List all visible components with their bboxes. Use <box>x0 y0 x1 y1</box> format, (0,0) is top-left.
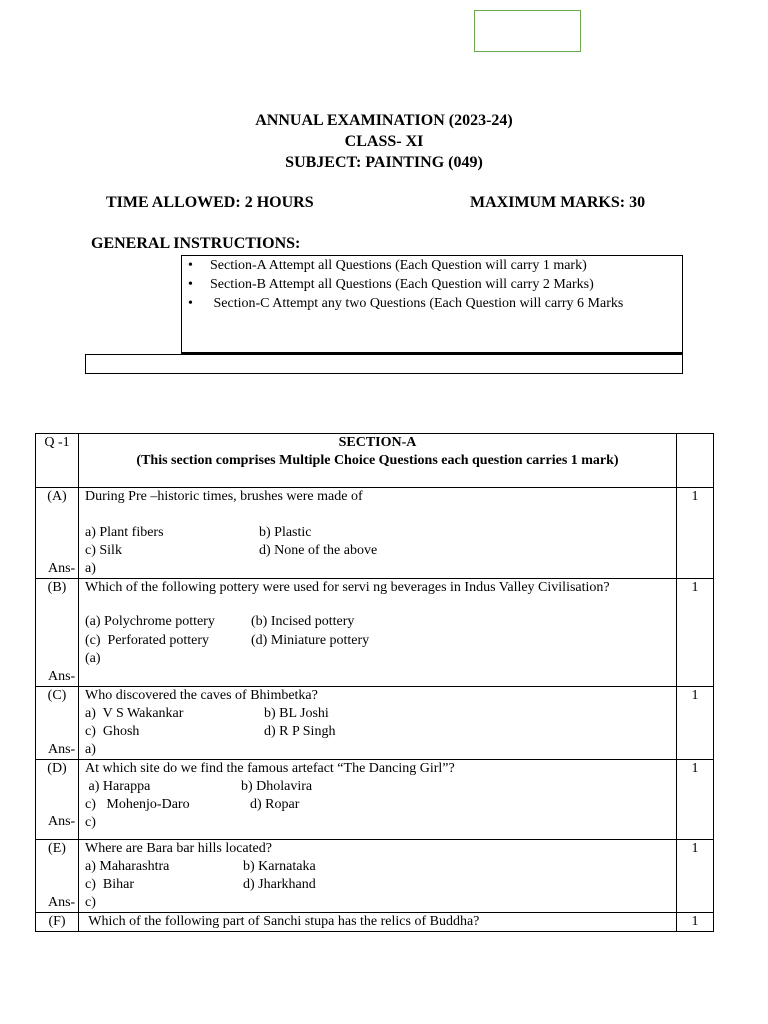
question-marks: 1 <box>677 840 714 913</box>
instructions-heading: GENERAL INSTRUCTIONS: <box>91 235 301 252</box>
marks-cell <box>677 434 714 488</box>
question-text: At which site do we find the famous artefact “The Dancing Girl”? <box>85 761 455 776</box>
answer-label: Ans- <box>48 814 76 829</box>
option: b) BL Joshi <box>264 706 329 721</box>
option: d) None of the above <box>259 543 378 558</box>
instructions-box <box>181 255 683 354</box>
section-subtitle: (This section comprises Multiple Choice Questions each question carries 1 mark) <box>136 453 619 468</box>
question-label-cell <box>36 687 79 760</box>
marks-box <box>474 10 581 52</box>
answer-value: c) <box>85 895 96 910</box>
option: a) Maharashtra <box>85 859 170 874</box>
option: a) V S Wakankar <box>85 706 184 721</box>
question-text: Where are Bara bar hills located? <box>85 841 272 856</box>
answer-label: Ans- <box>48 561 76 576</box>
question-row <box>36 687 714 760</box>
question-marks: 1 <box>677 687 714 760</box>
class-title: CLASS- XI <box>344 133 424 150</box>
option: b) Karnataka <box>243 859 316 874</box>
question-marks: 1 <box>677 579 714 687</box>
question-body <box>79 760 677 840</box>
question-marks: 1 <box>677 760 714 840</box>
exam-title: ANNUAL EXAMINATION (2023-24) <box>255 112 513 129</box>
question-label-cell <box>36 760 79 840</box>
option: a) Harappa <box>85 779 151 794</box>
question-row <box>36 579 714 687</box>
question-label: (B) <box>47 580 67 595</box>
option: c) Mohenjo-Daro <box>85 797 190 812</box>
option: (c) Perforated pottery <box>85 633 209 648</box>
question-text: Who discovered the caves of Bhimbetka? <box>85 688 318 703</box>
question-row <box>36 488 714 579</box>
question-label: (A) <box>47 489 67 504</box>
section-header-cell <box>79 434 677 488</box>
question-label-cell <box>36 579 79 687</box>
section-header-row <box>36 434 714 488</box>
answer-value: a) <box>85 742 96 757</box>
option: (b) Incised pottery <box>251 614 355 629</box>
option: (a) Polychrome pottery <box>85 614 215 629</box>
question-row <box>36 840 714 913</box>
answer-value: c) <box>85 815 96 830</box>
question-label-cell <box>36 913 79 932</box>
questions-table <box>35 433 714 932</box>
question-body <box>79 913 677 932</box>
option: d) Jharkhand <box>243 877 316 892</box>
question-label-cell <box>36 488 79 579</box>
answer-label: Ans- <box>48 669 76 684</box>
question-body <box>79 488 677 579</box>
instruction-item: • Section-B Attempt all Questions (Each Question will carry 2 Marks) <box>182 275 682 294</box>
option: b) Dholavira <box>241 779 313 794</box>
subject-title: SUBJECT: PAINTING (049) <box>285 154 483 171</box>
option: d) R P Singh <box>264 724 336 739</box>
option: c) Silk <box>85 543 122 558</box>
option: d) Ropar <box>250 797 300 812</box>
question-marks: 1 <box>677 488 714 579</box>
question-number: Q -1 <box>36 434 79 488</box>
time-allowed: TIME ALLOWED: 2 HOURS <box>106 194 314 211</box>
option: a) Plant fibers <box>85 525 164 540</box>
question-label: (C) <box>47 688 67 703</box>
option: c) Ghosh <box>85 724 140 739</box>
answer-label: Ans- <box>48 895 76 910</box>
answer-label: Ans- <box>48 742 76 757</box>
empty-table-row <box>85 354 683 374</box>
answer-value: a) <box>85 561 96 576</box>
maximum-marks: MAXIMUM MARKS: 30 <box>470 194 646 211</box>
question-row <box>36 760 714 840</box>
option: c) Bihar <box>85 877 134 892</box>
question-label: (F) <box>48 914 66 929</box>
instruction-item: • Section-A Attempt all Questions (Each Question will carry 1 mark) <box>182 256 682 275</box>
question-text: During Pre –historic times, brushes were made of <box>85 489 363 504</box>
question-label: (E) <box>48 841 66 856</box>
question-marks: 1 <box>677 913 714 932</box>
question-text: Which of the following pottery were used for servi ng beverages in Indus Valley Civilisation? <box>85 580 610 595</box>
question-label: (D) <box>47 761 67 776</box>
instruction-item: • Section-C Attempt any two Questions (Each Question will carry 6 Marks <box>182 294 682 313</box>
option: b) Plastic <box>259 525 312 540</box>
question-body <box>79 687 677 760</box>
answer-value: (a) <box>85 651 101 666</box>
question-row <box>36 913 714 932</box>
question-text: Which of the following part of Sanchi stupa has the relics of Buddha? <box>85 914 480 929</box>
section-title: SECTION-A <box>338 435 417 450</box>
question-label-cell <box>36 840 79 913</box>
option: (d) Miniature pottery <box>251 633 370 648</box>
question-body <box>79 840 677 913</box>
question-body <box>79 579 677 687</box>
